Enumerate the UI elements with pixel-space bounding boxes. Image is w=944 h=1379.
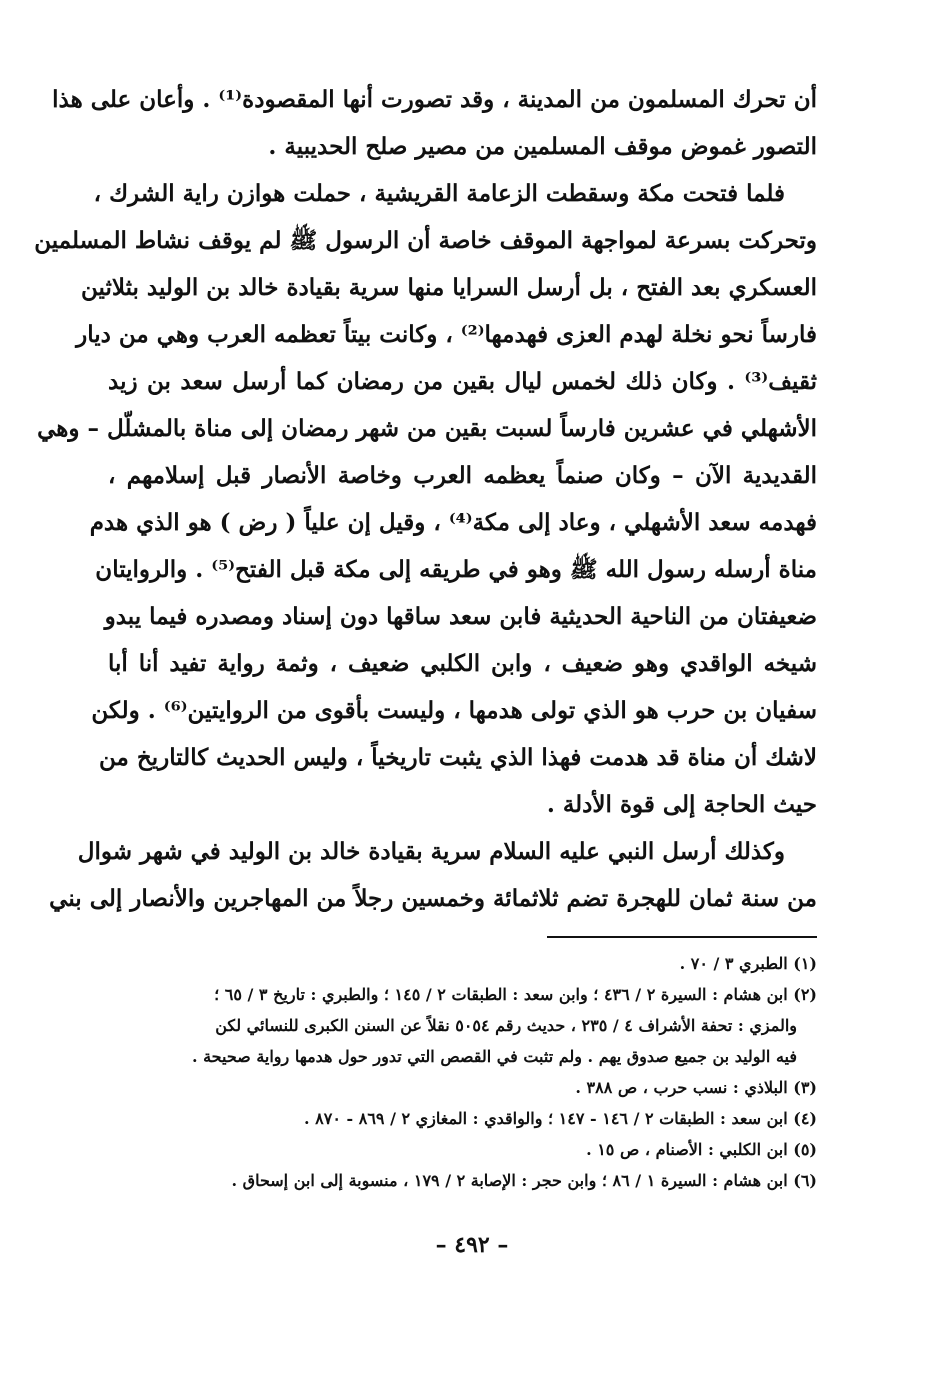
text-line: حيث الحاجة إلى قوة الأدلة .	[546, 791, 817, 818]
footnote-6: (٦) ابن هشام : السيرة ١ / ٨٦ ؛ وابن حجر : الإصابة ٢ / ١٧٩ ، منسوبة إلى ابن إسحاق .	[231, 1171, 817, 1190]
text-line: فهدمه سعد الأشهلي ، وعاد إلى مكة⁽⁴⁾ ، وقيل إن علياً ( رض ) هو الذي هدم	[89, 509, 817, 536]
text-line: مناة أرسله رسول الله ﷺ وهو في طريقه إلى مكة قبل الفتح⁽⁵⁾ . والروايتان	[95, 556, 817, 583]
text-line: القديدية الآن – وكان صنماً يعظمه العرب وخاصة الأنصار قبل إسلامهم ،	[108, 462, 817, 489]
text-line: أن تحرك المسلمون من المدينة ، وقد تصورت أنها المقصودة⁽¹⁾ . وأعان على هذا	[52, 86, 817, 113]
text-line: الأشهلي في عشرين فارساً لسبت بقين من شهر رمضان إلى مناة بالمشلّل – وهي	[37, 415, 817, 442]
footnote-2-continued: والمزي : تحفة الأشراف ٤ / ٢٣٥ ، حديث رقم ٥٠٥٤ نقلاً عن السنن الكبرى للنسائي لكن	[215, 1016, 797, 1035]
page-number: – ٤٩٢ –	[435, 1232, 509, 1258]
text-line: من سنة ثمان للهجرة تضم ثلاثمائة وخمسين رجلاً من المهاجرين والأنصار إلى بني	[49, 885, 817, 912]
text-line: سفيان بن حرب هو الذي تولى هدمها ، وليست بأقوى من الروايتين⁽⁶⁾ . ولكن	[91, 697, 817, 724]
text-line: فارساً نحو نخلة لهدم العزى فهدمها⁽²⁾ ، وكانت بيتاً تعظمه العرب وهي من ديار	[76, 321, 817, 348]
footnote-5: (٥) ابن الكلبي : الأصنام ، ص ١٥ .	[586, 1140, 817, 1159]
text-line: ثقيف⁽³⁾ . وكان ذلك لخمس ليال بقين من رمضان كما أرسل سعد بن زيد	[108, 368, 817, 395]
text-line: فلما فتحت مكة وسقطت الزعامة القريشية ، حملت هوازن راية الشرك ،	[93, 180, 785, 207]
footnote-4: (٤) ابن سعد : الطبقات ٢ / ١٤٦ - ١٤٧ ؛ والواقدي : المغازي ٢ / ٨٦٩ - ٨٧٠ .	[304, 1109, 817, 1128]
main-text	[34, 76, 817, 922]
text-line: ضعيفتان من الناحية الحديثية فابن سعد ساقها دون إسناد ومصدره فيما يبدو	[104, 603, 817, 630]
footnote-1: (١) الطبري ٣ / ٧٠ .	[679, 954, 817, 973]
footnotes	[108, 948, 817, 1196]
footnote-2-continued: فيه الوليد بن جميع صدوق يهم . ولم تثبت في القصص التي تدور حول هدمها رواية صحيحة .	[191, 1047, 797, 1066]
text-line: التصور غموض موقف المسلمين من مصير صلح الحديبية .	[268, 133, 817, 160]
footnote-3: (٣) البلاذي : نسب حرب ، ص ٣٨٨ .	[575, 1078, 817, 1097]
footnote-separator	[547, 936, 817, 938]
text-line: وكذلك أرسل النبي عليه السلام سرية بقيادة خالد بن الوليد في شهر شوال	[77, 838, 785, 865]
text-line: لاشك أن مناة قد هدمت فهذا الذي يثبت تاريخياً ، وليس الحديث كالتاريخ من	[99, 744, 817, 771]
text-line: العسكري بعد الفتح ، بل أرسل السرايا منها سرية بقيادة خالد بن الوليد بثلاثين	[81, 274, 817, 301]
text-line: وتحركت بسرعة لمواجهة الموقف خاصة أن الرسول ﷺ لم يوقف نشاط المسلمين	[34, 227, 817, 254]
footnote-2: (٢) ابن هشام : السيرة ٢ / ٤٣٦ ؛ وابن سعد : الطبقات ٢ / ١٤٥ ؛ والطبري : تاريخ ٣ / ٦٥ ؛	[214, 985, 817, 1004]
text-line: شيخه الواقدي وهو ضعيف ، وابن الكلبي ضعيف ، وثمة رواية تفيد أنا أبا	[108, 650, 817, 677]
